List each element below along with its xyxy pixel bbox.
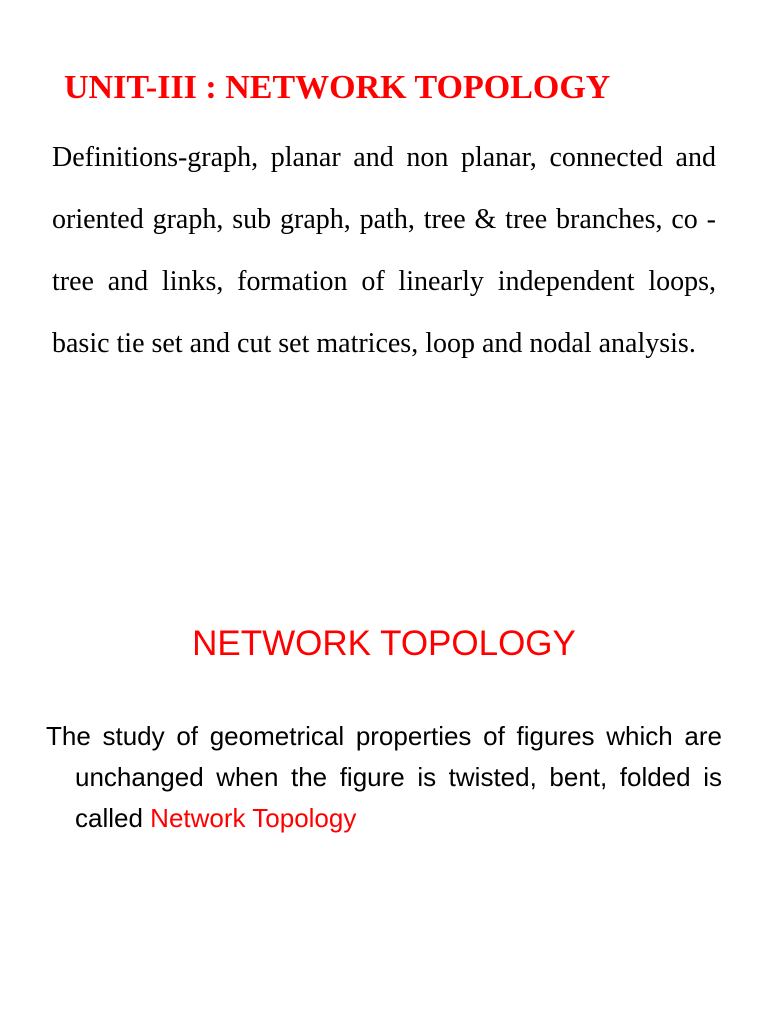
unit-title: UNIT-III : NETWORK TOPOLOGY <box>64 69 611 106</box>
definition-term: Network Topology <box>150 803 357 833</box>
definition-paragraph <box>46 716 722 839</box>
syllabus-text: Definitions-graph, planar and non planar, connected and oriented graph, sub graph, path, tree & tree branches, co - tree and links, formation of linearly independent loops, basic tie set and cut set matrices, loop and nodal analysis. <box>52 142 716 359</box>
definition-text: The study of geometrical properties of figures which are unchanged when the figure is twisted, bent, folded is called <box>46 721 722 833</box>
slide-title: NETWORK TOPOLOGY <box>192 624 576 663</box>
slide-network-topology <box>0 512 768 1024</box>
